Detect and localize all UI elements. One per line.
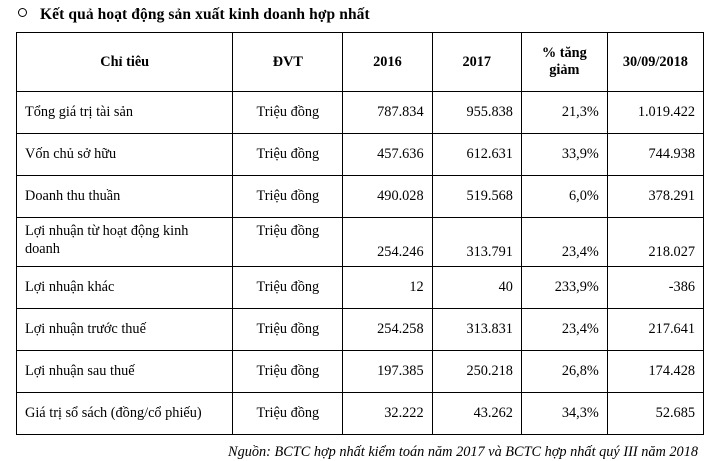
row-value-2016: 32.222 — [343, 392, 432, 434]
section-heading — [0, 0, 720, 32]
row-value-pct: 233,9% — [521, 266, 607, 308]
column-header-2017: 2017 — [432, 33, 521, 92]
row-unit: Triệu đồng — [233, 92, 343, 134]
row-unit: Triệu đồng — [233, 308, 343, 350]
row-value-2016: 457.636 — [343, 134, 432, 176]
row-label: Lợi nhuận trước thuế — [17, 308, 233, 350]
table-row — [17, 218, 704, 267]
row-value-date: 744.938 — [607, 134, 703, 176]
row-unit: Triệu đồng — [233, 176, 343, 218]
row-label: Lợi nhuận sau thuế — [17, 350, 233, 392]
row-value-2016: 490.028 — [343, 176, 432, 218]
table-row — [17, 392, 704, 434]
row-label: Doanh thu thuần — [17, 176, 233, 218]
column-header-date: 30/09/2018 — [607, 33, 703, 92]
page-title: Kết quả hoạt động sản xuất kinh doanh hợp nhất — [40, 6, 370, 23]
row-unit: Triệu đồng — [233, 134, 343, 176]
table-body — [17, 92, 704, 435]
table-row — [17, 176, 704, 218]
growth-pct-line2: giảm — [549, 62, 580, 78]
row-unit: Triệu đồng — [233, 392, 343, 434]
row-value-2017: 612.631 — [432, 134, 521, 176]
row-label: Lợi nhuận khác — [17, 266, 233, 308]
row-value-date: 217.641 — [607, 308, 703, 350]
row-value-2016: 254.246 — [343, 218, 432, 267]
row-value-pct: 23,4% — [521, 308, 607, 350]
row-value-2017: 250.218 — [432, 350, 521, 392]
table-row — [17, 92, 704, 134]
circle-bullet-icon — [18, 8, 27, 17]
row-value-pct: 34,3% — [521, 392, 607, 434]
table-header — [17, 33, 704, 92]
financial-results-table — [16, 32, 704, 435]
column-header-indicator: Chỉ tiêu — [17, 33, 233, 92]
row-value-2016: 787.834 — [343, 92, 432, 134]
row-unit: Triệu đồng — [233, 350, 343, 392]
row-value-2017: 519.568 — [432, 176, 521, 218]
column-header-unit: ĐVT — [233, 33, 343, 92]
row-label: Vốn chủ sở hữu — [17, 134, 233, 176]
row-value-2017: 313.831 — [432, 308, 521, 350]
row-unit: Triệu đồng — [233, 266, 343, 308]
row-value-date: 218.027 — [607, 218, 703, 267]
row-label: Tổng giá trị tài sản — [17, 92, 233, 134]
row-value-pct: 6,0% — [521, 176, 607, 218]
table-row — [17, 350, 704, 392]
table-row — [17, 308, 704, 350]
table-row — [17, 266, 704, 308]
growth-pct-line1: % tăng — [541, 45, 587, 62]
column-header-2016: 2016 — [343, 33, 432, 92]
row-value-2016: 197.385 — [343, 350, 432, 392]
table-row — [17, 134, 704, 176]
row-value-pct: 23,4% — [521, 218, 607, 267]
row-value-2017: 40 — [432, 266, 521, 308]
row-value-2017: 313.791 — [432, 218, 521, 267]
row-value-2016: 12 — [343, 266, 432, 308]
row-value-2017: 43.262 — [432, 392, 521, 434]
row-value-date: 52.685 — [607, 392, 703, 434]
row-value-2016: 254.258 — [343, 308, 432, 350]
row-value-date: -386 — [607, 266, 703, 308]
row-value-2017: 955.838 — [432, 92, 521, 134]
row-value-date: 378.291 — [607, 176, 703, 218]
source-note: Nguồn: BCTC hợp nhất kiểm toán năm 2017 và BCTC hợp nhất quý III năm 2018 — [228, 443, 698, 460]
row-label: Lợi nhuận từ hoạt động kinh doanh — [17, 218, 233, 267]
row-value-date: 1.019.422 — [607, 92, 703, 134]
column-header-growth-pct — [521, 33, 607, 92]
row-label: Giá trị sổ sách (đồng/cổ phiếu) — [17, 392, 233, 434]
row-value-date: 174.428 — [607, 350, 703, 392]
row-value-pct: 33,9% — [521, 134, 607, 176]
row-value-pct: 21,3% — [521, 92, 607, 134]
table-header-row — [17, 33, 704, 92]
row-value-pct: 26,8% — [521, 350, 607, 392]
row-unit: Triệu đồng — [233, 218, 343, 267]
